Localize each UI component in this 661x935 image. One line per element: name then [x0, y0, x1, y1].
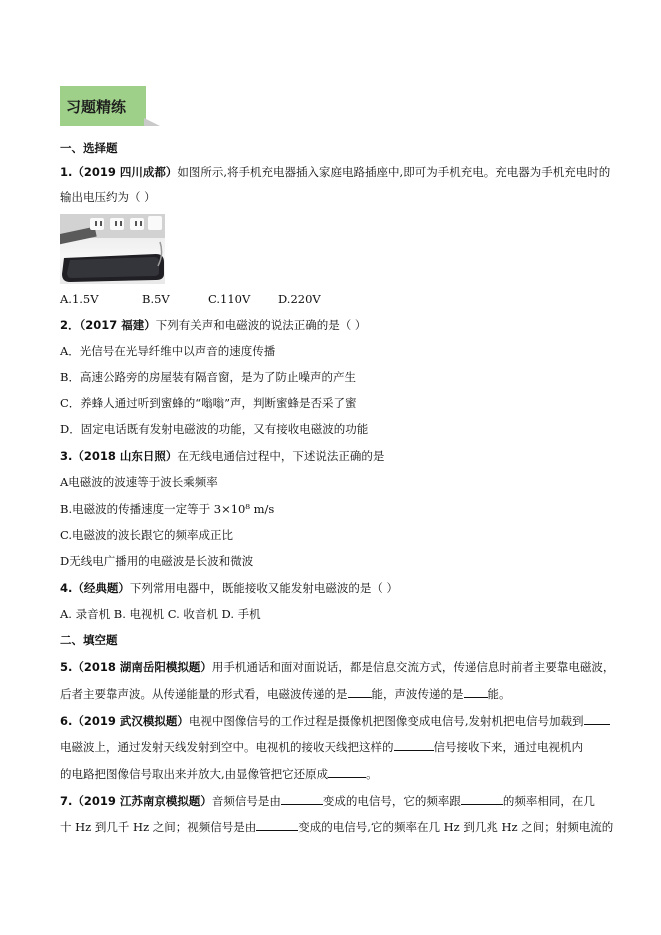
question-number: 5. — [60, 660, 73, 674]
question-2-stem — [60, 318, 366, 332]
question-7-line2 — [60, 819, 613, 834]
question-text: 电视中图像信号的工作过程是摄像机把图像变成电信号,发射机把电信号加载到 — [188, 714, 584, 728]
question-5-line1 — [60, 660, 614, 674]
question-3-stem — [60, 449, 384, 463]
question-number: 3. — [60, 449, 73, 463]
text-segment: 电磁波上，通过发射天线发射到空中。电视机的接收天线把这样的 — [60, 740, 394, 754]
q2-option-d: D．固定电话既有发射电磁波的功能，又有接收电磁波的功能 — [60, 422, 369, 436]
q3-option-b: B.电磁波的传播速度一定等于 3×10⁸ m/s — [60, 502, 275, 516]
question-6-line1 — [60, 713, 610, 728]
answer-blank[interactable] — [281, 793, 323, 805]
text-segment: 的频率相同，在几 — [502, 794, 595, 808]
text-segment: 能。 — [487, 687, 511, 701]
q2-option-b: B．高速公路旁的房屋装有隔音窗，是为了防止噪声的产生 — [60, 370, 356, 384]
question-source-tag: （经典题） — [72, 581, 130, 595]
text-segment: 。 — [366, 767, 378, 781]
question-5-line2 — [60, 686, 511, 701]
text-segment: 信号接收下来，通过电视机内 — [433, 740, 583, 754]
question-source-tag: （2018 山东日照） — [72, 449, 178, 463]
question-number: 7. — [60, 794, 73, 808]
question-text: 在无线电通信过程中，下述说法正确的是 — [177, 449, 385, 463]
text-segment: 能，声波传递的是 — [371, 687, 464, 701]
question-number: 4. — [60, 581, 73, 595]
option-b: B.5V — [142, 292, 170, 306]
question-number: 1. — [60, 165, 73, 179]
text-segment: 音频信号是由 — [211, 794, 281, 808]
question-source-tag: （2018 湖南岳阳模拟题） — [72, 660, 212, 674]
question-7-line1 — [60, 793, 595, 808]
q2-option-a: A．光信号在光导纤维中以声音的速度传播 — [60, 344, 276, 358]
q3-option-c: C.电磁波的波长跟它的频率成正比 — [60, 528, 234, 542]
question-4-stem — [60, 581, 398, 595]
text-segment: 的电路把图像信号取出来并放大,由显像管把它还原成 — [60, 767, 329, 781]
q2-option-c: C．养蜂人通过听到蜜蜂的“嗡嗡”声，判断蜜蜂是否采了蜜 — [60, 396, 357, 410]
option-d: D.220V — [278, 292, 321, 306]
charger-phone-photo — [60, 214, 165, 284]
option-c: C.110V — [208, 292, 251, 306]
banner-title: 习题精练 — [66, 98, 127, 116]
answer-blank[interactable] — [328, 766, 366, 778]
section-title-fill: 二、填空题 — [60, 633, 118, 647]
question-text: 用手机通话和面对面说话，都是信息交流方式，传递信息时前者主要靠电磁波， — [211, 660, 615, 674]
answer-blank[interactable] — [464, 686, 488, 698]
answer-blank[interactable] — [394, 739, 434, 751]
question-1-line1 — [60, 165, 610, 179]
question-number: 2． — [60, 318, 80, 332]
text-segment: 后者主要靠声波。从传递能量的形式看，电磁波传递的是 — [60, 687, 348, 701]
text-segment: 十 Hz 到几千 Hz 之间；视频信号是由 — [60, 820, 257, 834]
q3-option-a: A电磁波的波速等于波长乘频率 — [60, 475, 218, 489]
charger-phone-illustration — [60, 214, 165, 284]
question-source-tag: （2019 江苏南京模拟题） — [72, 794, 212, 808]
answer-blank[interactable] — [461, 793, 503, 805]
question-6-line2 — [60, 739, 583, 754]
answer-blank[interactable] — [348, 686, 372, 698]
question-1-options — [60, 292, 321, 306]
question-1-line2: 输出电压约为（ ） — [60, 190, 156, 204]
option-a: A.1.5V — [60, 292, 99, 306]
question-source-tag: （2019 武汉模拟题） — [72, 714, 189, 728]
q4-options: A. 录音机 B. 电视机 C. 收音机 D. 手机 — [60, 607, 261, 621]
text-segment: 变成的电信号,它的频率在几 Hz 到几兆 Hz 之间；射频电流的 — [298, 820, 614, 834]
text-segment: 变成的电信号，它的频率跟 — [322, 794, 461, 808]
question-text: 下列常用电器中，既能接收又能发射电磁波的是（ ） — [129, 581, 399, 595]
question-6-line3 — [60, 766, 378, 781]
answer-blank[interactable] — [256, 819, 298, 831]
q3-option-d: D无线电广播用的电磁波是长波和微波 — [60, 554, 254, 568]
section-title-choice: 一、选择题 — [60, 141, 118, 155]
question-text: 下列有关声和电磁波的说法正确的是（ ） — [155, 318, 367, 332]
answer-blank[interactable] — [584, 713, 610, 725]
question-text: 如图所示,将手机充电器插入家庭电路插座中,即可为手机充电。充电器为手机充电时的 — [177, 165, 611, 179]
question-number: 6. — [60, 714, 73, 728]
question-source-tag: （2019 四川成都） — [72, 165, 178, 179]
question-source-tag: （2017 福建） — [79, 318, 156, 332]
banner-fold-shadow — [144, 118, 160, 126]
